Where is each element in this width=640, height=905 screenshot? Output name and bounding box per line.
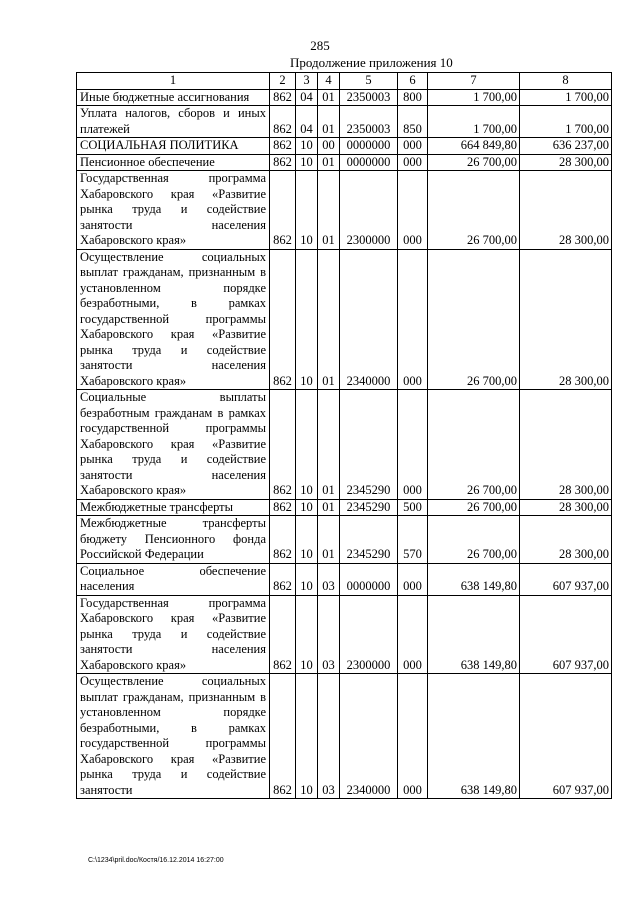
row-name: Межбюджетные трансферты	[77, 499, 270, 516]
cell-c7: 1 700,00	[428, 89, 520, 106]
cell-c7: 664 849,80	[428, 138, 520, 155]
cell-c7: 26 700,00	[428, 249, 520, 390]
continuation-heading: Продолжение приложения 10	[290, 55, 453, 70]
cell-c6: 850	[398, 106, 428, 138]
table-row	[77, 138, 612, 155]
cell-c7: 638 149,80	[428, 595, 520, 674]
row-name: Осуществление социальных выплат гражданам, признанным в установленном порядке безработными, в рамках государственной программы Хабаровского края «Развитие рынка труда и содействие занятости	[77, 674, 270, 799]
cell-c7: 26 700,00	[428, 516, 520, 564]
row-name: СОЦИАЛЬНАЯ ПОЛИТИКА	[77, 138, 270, 155]
row-name: Осуществление социальных выплат гражданам, признанным в установленном порядке безработными, в рамках государственной программы Хабаровского края «Развитие рынка труда и содействие занятости населения Хабаровского края»	[77, 249, 270, 390]
cell-c3: 10	[296, 390, 318, 500]
cell-c5: 2350003	[340, 106, 398, 138]
row-name: Иные бюджетные ассигнования	[77, 89, 270, 106]
table-row	[77, 390, 612, 500]
cell-c4: 01	[318, 154, 340, 171]
cell-c2: 862	[270, 138, 296, 155]
cell-c3: 10	[296, 171, 318, 250]
cell-c8: 607 937,00	[520, 595, 612, 674]
cell-c2: 862	[270, 390, 296, 500]
cell-c4: 01	[318, 249, 340, 390]
cell-c4: 01	[318, 499, 340, 516]
cell-c3: 10	[296, 249, 318, 390]
cell-c3: 10	[296, 138, 318, 155]
cell-c8: 28 300,00	[520, 249, 612, 390]
cell-c2: 862	[270, 674, 296, 799]
cell-c3: 04	[296, 106, 318, 138]
col-header: 3	[296, 73, 318, 90]
cell-c2: 862	[270, 499, 296, 516]
cell-c5: 2340000	[340, 674, 398, 799]
cell-c4: 03	[318, 563, 340, 595]
table-row	[77, 499, 612, 516]
cell-c6: 000	[398, 595, 428, 674]
row-name: Государственная программа Хабаровского края «Развитие рынка труда и содействие занятости населения Хабаровского края»	[77, 595, 270, 674]
cell-c2: 862	[270, 516, 296, 564]
cell-c7: 26 700,00	[428, 171, 520, 250]
cell-c6: 000	[398, 563, 428, 595]
cell-c6: 000	[398, 171, 428, 250]
cell-c4: 03	[318, 595, 340, 674]
cell-c5: 2345290	[340, 516, 398, 564]
col-header: 4	[318, 73, 340, 90]
cell-c2: 862	[270, 249, 296, 390]
cell-c8: 28 300,00	[520, 516, 612, 564]
cell-c4: 01	[318, 89, 340, 106]
cell-c7: 26 700,00	[428, 390, 520, 500]
cell-c8: 607 937,00	[520, 674, 612, 799]
cell-c7: 26 700,00	[428, 499, 520, 516]
cell-c6: 570	[398, 516, 428, 564]
cell-c3: 10	[296, 499, 318, 516]
cell-c5: 0000000	[340, 154, 398, 171]
row-name: Пенсионное обеспечение	[77, 154, 270, 171]
cell-c6: 000	[398, 674, 428, 799]
cell-c7: 1 700,00	[428, 106, 520, 138]
cell-c3: 10	[296, 516, 318, 564]
cell-c7: 638 149,80	[428, 674, 520, 799]
cell-c2: 862	[270, 171, 296, 250]
cell-c8: 28 300,00	[520, 390, 612, 500]
table-row	[77, 563, 612, 595]
cell-c3: 10	[296, 154, 318, 171]
col-header: 8	[520, 73, 612, 90]
cell-c8: 28 300,00	[520, 171, 612, 250]
cell-c5: 2350003	[340, 89, 398, 106]
row-name: Межбюджетные трансферты бюджету Пенсионного фонда Российской Федерации	[77, 516, 270, 564]
cell-c8: 28 300,00	[520, 499, 612, 516]
table-row	[77, 674, 612, 799]
cell-c6: 000	[398, 249, 428, 390]
cell-c2: 862	[270, 106, 296, 138]
cell-c2: 862	[270, 595, 296, 674]
cell-c6: 500	[398, 499, 428, 516]
row-name: Социальное обеспечение населения	[77, 563, 270, 595]
cell-c5: 2300000	[340, 595, 398, 674]
budget-table	[76, 72, 612, 799]
table-row	[77, 249, 612, 390]
table-row	[77, 106, 612, 138]
header-row	[77, 73, 612, 90]
cell-c2: 862	[270, 154, 296, 171]
cell-c4: 01	[318, 171, 340, 250]
col-header: 2	[270, 73, 296, 90]
cell-c4: 01	[318, 106, 340, 138]
cell-c3: 10	[296, 595, 318, 674]
row-name: Уплата налогов, сборов и иных платежей	[77, 106, 270, 138]
cell-c5: 2300000	[340, 171, 398, 250]
table-row	[77, 171, 612, 250]
table-row	[77, 154, 612, 171]
cell-c4: 01	[318, 516, 340, 564]
cell-c4: 00	[318, 138, 340, 155]
table-row	[77, 516, 612, 564]
cell-c2: 862	[270, 89, 296, 106]
cell-c8: 28 300,00	[520, 154, 612, 171]
row-name: Государственная программа Хабаровского края «Развитие рынка труда и содействие занятости населения Хабаровского края»	[77, 171, 270, 250]
col-header: 1	[77, 73, 270, 90]
cell-c5: 2345290	[340, 499, 398, 516]
cell-c2: 862	[270, 563, 296, 595]
cell-c8: 607 937,00	[520, 563, 612, 595]
cell-c8: 1 700,00	[520, 89, 612, 106]
cell-c5: 2340000	[340, 249, 398, 390]
footer-path: C:\1234\pril.doc/Костя/16.12.2014 16:27:00	[88, 857, 224, 864]
cell-c4: 03	[318, 674, 340, 799]
col-header: 6	[398, 73, 428, 90]
cell-c3: 04	[296, 89, 318, 106]
col-header: 7	[428, 73, 520, 90]
table-row	[77, 595, 612, 674]
cell-c7: 26 700,00	[428, 154, 520, 171]
cell-c6: 000	[398, 390, 428, 500]
cell-c5: 2345290	[340, 390, 398, 500]
cell-c3: 10	[296, 674, 318, 799]
cell-c6: 800	[398, 89, 428, 106]
cell-c7: 638 149,80	[428, 563, 520, 595]
table-row	[77, 89, 612, 106]
cell-c8: 636 237,00	[520, 138, 612, 155]
cell-c6: 000	[398, 138, 428, 155]
cell-c4: 01	[318, 390, 340, 500]
cell-c5: 0000000	[340, 563, 398, 595]
row-name: Социальные выплаты безработным гражданам в рамках государственной программы Хабаровского края «Развитие рынка труда и содействие занятости населения Хабаровского края»	[77, 390, 270, 500]
page-number: 285	[310, 38, 330, 53]
cell-c6: 000	[398, 154, 428, 171]
cell-c3: 10	[296, 563, 318, 595]
cell-c5: 0000000	[340, 138, 398, 155]
cell-c8: 1 700,00	[520, 106, 612, 138]
col-header: 5	[340, 73, 398, 90]
